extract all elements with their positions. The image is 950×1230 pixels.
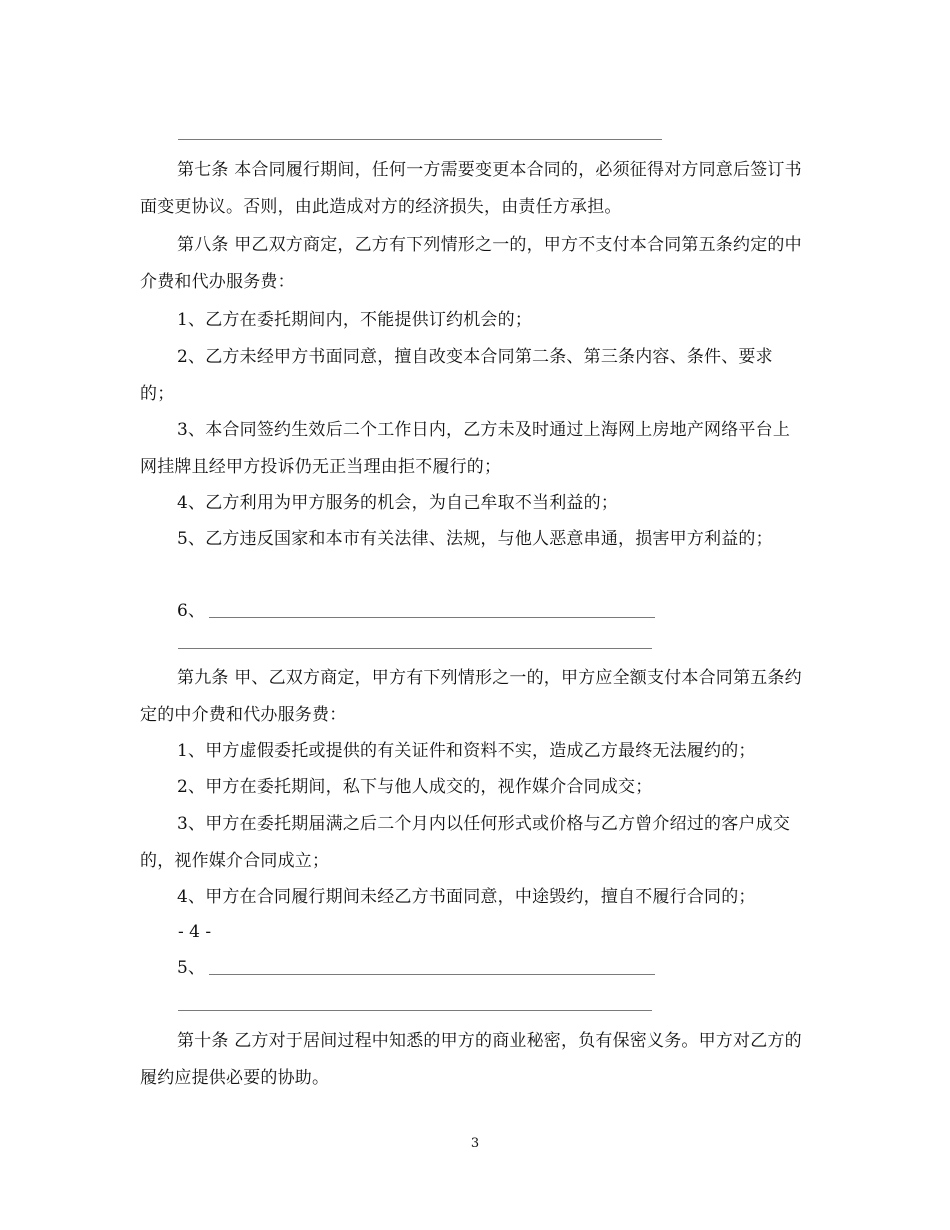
article-9-item-5-fill-line (209, 974, 655, 975)
article-9-item-5-label: 5、 (177, 958, 206, 978)
article-9-item-5-blank (140, 950, 805, 987)
top-rule (178, 139, 662, 140)
article-9-blank-continuation-line (178, 1010, 652, 1011)
article-8-item-2: 2、乙方未经甲方书面同意，擅自改变本合同第二条、第三条内容、条件、要求的； (140, 347, 773, 404)
article-8-item-6-blank (140, 593, 805, 630)
article-8-item-1: 1、乙方在委托期间内，不能提供订约机会的； (177, 310, 533, 330)
article-10: 第十条 乙方对于居间过程中知悉的甲方的商业秘密，负有保密义务。甲方对乙方的履约应提供必要的协助。 (140, 1031, 802, 1088)
article-9-item-1: 1、甲方虚假委托或提供的有关证件和资料不实，造成乙方最终无法履约的； (177, 741, 756, 761)
article-9-item-3: 3、甲方在委托期届满之后二个月内以任何形式或价格与乙方曾介绍过的客户成交的，视作媒介合同成立； (140, 814, 791, 871)
article-8-item-4: 4、乙方利用为甲方服务的机会，为自己牟取不当利益的； (177, 493, 619, 513)
article-8-item-6-fill-line (209, 617, 655, 618)
article-9-item-2: 2、甲方在委托期间，私下与他人成交的，视作媒介合同成交； (177, 777, 653, 797)
article-9-item-4: 4、甲方在合同履行期间未经乙方书面同意，中途毁约，擅自不履行合同的； (177, 887, 756, 907)
article-8-intro: 第八条 甲乙双方商定，乙方有下列情形之一的，甲方不支付本合同第五条约定的中介费和代办服务费： (140, 235, 802, 292)
article-7: 第七条 本合同履行期间，任何一方需要变更本合同的，必须征得对方同意后签订书面变更协议。否则，由此造成对方的经济损失，由责任方承担。 (140, 160, 802, 217)
article-8-item-5: 5、乙方违反国家和本市有关法律、法规，与他人恶意串通，损害甲方利益的； (177, 529, 773, 549)
article-8-item-6-label: 6、 (177, 601, 206, 621)
article-9-intro: 第九条 甲、乙双方商定，甲方有下列情形之一的，甲方应全额支付本合同第五条约定的中介费和代办服务费： (140, 668, 802, 725)
inline-page-marker: - 4 - (178, 922, 212, 942)
article-8-blank-continuation-line (178, 648, 652, 649)
article-8-item-3: 3、本合同签约生效后二个工作日内，乙方未及时通过上海网上房地产网络平台上网挂牌且经甲方投诉仍无正当理由拒不履行的； (140, 420, 791, 477)
page-number: 3 (470, 1136, 480, 1151)
